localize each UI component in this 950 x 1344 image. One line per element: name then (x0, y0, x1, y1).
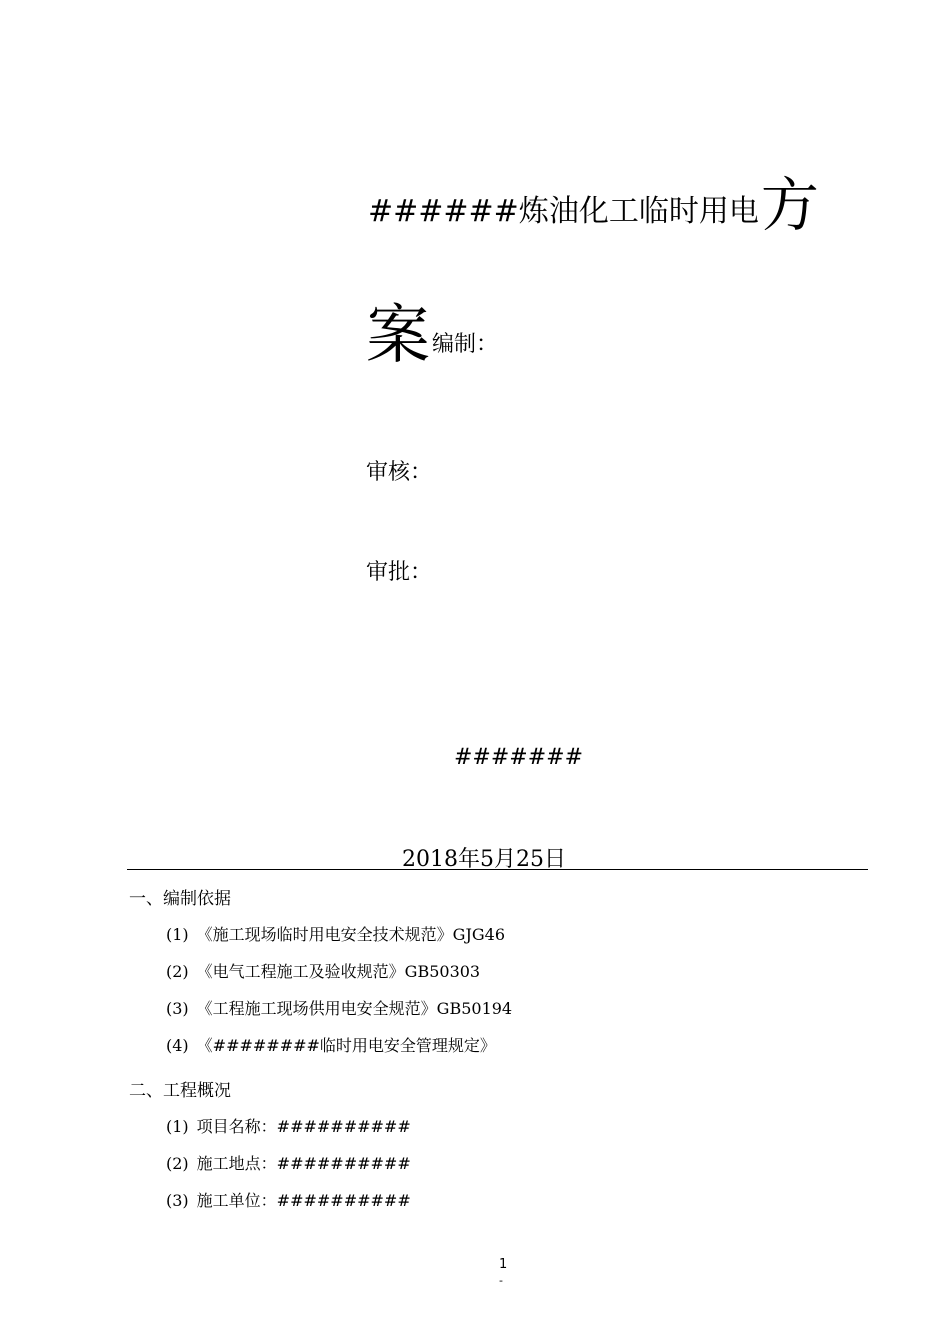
overview-item-1 (166, 1114, 411, 1137)
page-number: 1 (499, 1257, 508, 1272)
basis-item-1 (166, 922, 505, 945)
page-footer-dash: - (499, 1274, 503, 1287)
approver-label: 审批： (366, 560, 433, 585)
compiler-label: 编制： (432, 332, 499, 357)
item-number: (1) (166, 925, 189, 944)
item-number: (1) (166, 1117, 189, 1136)
item-text: 施工单位：########## (196, 1191, 411, 1210)
document-date: 2018年5月25日 (402, 847, 566, 872)
basis-item-4 (166, 1033, 496, 1056)
section-heading-basis: 一、编制依据 (129, 889, 231, 909)
item-text: 项目名称：########## (196, 1117, 411, 1136)
item-text: 《########临时用电安全管理规定》 (196, 1036, 496, 1055)
overview-item-2 (166, 1151, 411, 1174)
section-heading-overview: 二、工程概况 (129, 1081, 231, 1101)
item-text: 《电气工程施工及验收规范》GB50303 (196, 962, 481, 981)
item-number: (3) (166, 999, 189, 1018)
item-text: 《工程施工现场供用电安全规范》GB50194 (196, 999, 513, 1018)
document-title-line1 (368, 170, 819, 247)
item-number: (3) (166, 1191, 189, 1210)
basis-item-2 (166, 959, 480, 982)
item-text: 施工地点：########## (196, 1154, 411, 1173)
reviewer-label: 审核： (366, 460, 433, 485)
horizontal-rule (127, 869, 868, 870)
item-number: (2) (166, 1154, 189, 1173)
organization-name: ####### (454, 745, 584, 770)
item-number: (4) (166, 1036, 189, 1055)
item-number: (2) (166, 962, 189, 981)
title-large-char: 方 (760, 171, 819, 239)
basis-item-3 (166, 996, 512, 1019)
item-text: 《施工现场临时用电安全技术规范》GJG46 (196, 925, 506, 944)
overview-item-3 (166, 1188, 411, 1211)
title-large-char-2: 案 (366, 299, 430, 373)
document-title-line2 (366, 296, 498, 386)
title-main-text: ######炼油化工临时用电 (368, 194, 759, 229)
